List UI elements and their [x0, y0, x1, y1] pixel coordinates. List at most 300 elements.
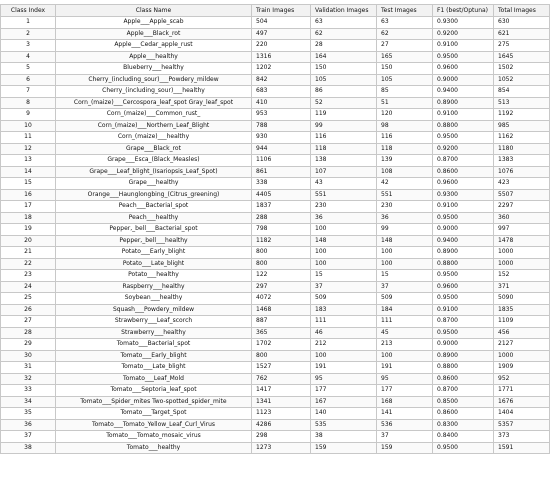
cell-validation-images: 138 [311, 155, 377, 167]
cell-test-images: 98 [377, 120, 433, 132]
cell-f1-score: 0.8300 [433, 419, 494, 431]
cell-test-images: 165 [377, 51, 433, 63]
cell-class-name: Pepper,_bell___Bacterial_spot [56, 224, 252, 236]
cell-train-images: 930 [252, 132, 311, 144]
table-row [1, 40, 550, 52]
table-row [1, 178, 550, 190]
cell-class-index: 8 [1, 97, 56, 109]
table-row [1, 212, 550, 224]
cell-validation-images: 230 [311, 201, 377, 213]
cell-test-images: 116 [377, 132, 433, 144]
cell-class-index: 22 [1, 258, 56, 270]
cell-validation-images: 100 [311, 224, 377, 236]
cell-class-name: Corn_(maize)___Common_rust_ [56, 109, 252, 121]
cell-f1-score: 0.8600 [433, 166, 494, 178]
cell-class-name: Tomato___healthy [56, 442, 252, 454]
table-row [1, 143, 550, 155]
cell-total-images: 1383 [494, 155, 550, 167]
cell-class-name: Blueberry___healthy [56, 63, 252, 75]
table-row [1, 166, 550, 178]
cell-f1-score: 0.9500 [433, 51, 494, 63]
cell-validation-images: 148 [311, 235, 377, 247]
cell-f1-score: 0.8600 [433, 373, 494, 385]
cell-test-images: 184 [377, 304, 433, 316]
cell-test-images: 213 [377, 339, 433, 351]
cell-f1-score: 0.8600 [433, 408, 494, 420]
cell-class-name: Strawberry___Leaf_scorch [56, 316, 252, 328]
cell-total-images: 1052 [494, 74, 550, 86]
cell-f1-score: 0.9600 [433, 178, 494, 190]
cell-train-images: 1468 [252, 304, 311, 316]
table-row [1, 442, 550, 454]
table-row [1, 235, 550, 247]
cell-validation-images: 159 [311, 442, 377, 454]
cell-total-images: 997 [494, 224, 550, 236]
cell-class-name: Tomato___Tomato_mosaic_virus [56, 431, 252, 443]
cell-f1-score: 0.8400 [433, 431, 494, 443]
cell-train-images: 1273 [252, 442, 311, 454]
cell-total-images: 1404 [494, 408, 550, 420]
column-header-class-index: Class Index [1, 5, 56, 17]
cell-class-index: 1 [1, 17, 56, 29]
cell-class-name: Pepper,_bell___healthy [56, 235, 252, 247]
cell-class-name: Tomato___Target_Spot [56, 408, 252, 420]
table-row [1, 316, 550, 328]
cell-validation-images: 95 [311, 373, 377, 385]
cell-total-images: 1676 [494, 396, 550, 408]
cell-class-name: Raspberry___healthy [56, 281, 252, 293]
table-row [1, 74, 550, 86]
cell-test-images: 509 [377, 293, 433, 305]
cell-class-name: Corn_(maize)___Northern_Leaf_Blight [56, 120, 252, 132]
cell-total-images: 5357 [494, 419, 550, 431]
cell-validation-images: 36 [311, 212, 377, 224]
cell-f1-score: 0.9500 [433, 132, 494, 144]
cell-test-images: 42 [377, 178, 433, 190]
cell-f1-score: 0.9500 [433, 212, 494, 224]
cell-class-name: Grape___Esca_(Black_Measles) [56, 155, 252, 167]
cell-f1-score: 0.8900 [433, 97, 494, 109]
cell-total-images: 456 [494, 327, 550, 339]
cell-class-name: Orange___Haunglongbing_(Citrus_greening) [56, 189, 252, 201]
cell-class-index: 30 [1, 350, 56, 362]
cell-f1-score: 0.9300 [433, 17, 494, 29]
cell-train-images: 800 [252, 247, 311, 259]
cell-class-index: 38 [1, 442, 56, 454]
cell-train-images: 297 [252, 281, 311, 293]
cell-class-index: 12 [1, 143, 56, 155]
cell-train-images: 220 [252, 40, 311, 52]
cell-total-images: 2297 [494, 201, 550, 213]
cell-class-index: 23 [1, 270, 56, 282]
cell-test-images: 159 [377, 442, 433, 454]
table-row [1, 327, 550, 339]
cell-class-name: Tomato___Tomato_Yellow_Leaf_Curl_Virus [56, 419, 252, 431]
table-row [1, 419, 550, 431]
cell-f1-score: 0.8500 [433, 396, 494, 408]
table-row [1, 385, 550, 397]
cell-train-images: 788 [252, 120, 311, 132]
cell-train-images: 1123 [252, 408, 311, 420]
cell-test-images: 100 [377, 258, 433, 270]
cell-train-images: 365 [252, 327, 311, 339]
cell-total-images: 1109 [494, 316, 550, 328]
table-row [1, 86, 550, 98]
cell-f1-score: 0.9600 [433, 281, 494, 293]
cell-validation-images: 100 [311, 258, 377, 270]
cell-validation-images: 212 [311, 339, 377, 351]
cell-f1-score: 0.9000 [433, 224, 494, 236]
cell-validation-images: 509 [311, 293, 377, 305]
cell-train-images: 1702 [252, 339, 311, 351]
cell-class-index: 34 [1, 396, 56, 408]
table-row [1, 63, 550, 75]
table-row [1, 293, 550, 305]
cell-total-images: 5090 [494, 293, 550, 305]
cell-total-images: 423 [494, 178, 550, 190]
cell-class-index: 33 [1, 385, 56, 397]
cell-train-images: 504 [252, 17, 311, 29]
cell-class-name: Corn_(maize)___Cercospora_leaf_spot Gray_leaf_spot [56, 97, 252, 109]
cell-test-images: 141 [377, 408, 433, 420]
cell-test-images: 36 [377, 212, 433, 224]
cell-f1-score: 0.8800 [433, 362, 494, 374]
cell-f1-score: 0.8900 [433, 350, 494, 362]
cell-class-name: Potato___healthy [56, 270, 252, 282]
cell-total-images: 854 [494, 86, 550, 98]
cell-class-name: Tomato___Spider_mites Two-spotted_spider_mite [56, 396, 252, 408]
cell-class-index: 25 [1, 293, 56, 305]
cell-train-images: 4286 [252, 419, 311, 431]
cell-test-images: 63 [377, 17, 433, 29]
cell-class-index: 9 [1, 109, 56, 121]
column-header-f1: F1 (best/Optuna) [433, 5, 494, 17]
cell-test-images: 120 [377, 109, 433, 121]
cell-total-images: 630 [494, 17, 550, 29]
column-header-class-name: Class Name [56, 5, 252, 17]
cell-total-images: 152 [494, 270, 550, 282]
table-row [1, 97, 550, 109]
cell-f1-score: 0.9100 [433, 201, 494, 213]
cell-test-images: 111 [377, 316, 433, 328]
cell-test-images: 37 [377, 431, 433, 443]
cell-f1-score: 0.9400 [433, 235, 494, 247]
cell-total-images: 1835 [494, 304, 550, 316]
cell-validation-images: 28 [311, 40, 377, 52]
cell-class-index: 26 [1, 304, 56, 316]
cell-validation-images: 140 [311, 408, 377, 420]
cell-total-images: 1591 [494, 442, 550, 454]
table-row [1, 28, 550, 40]
cell-total-images: 1478 [494, 235, 550, 247]
cell-class-name: Tomato___Bacterial_spot [56, 339, 252, 351]
cell-f1-score: 0.9100 [433, 40, 494, 52]
cell-total-images: 952 [494, 373, 550, 385]
table-row [1, 408, 550, 420]
cell-test-images: 177 [377, 385, 433, 397]
cell-test-images: 15 [377, 270, 433, 282]
cell-f1-score: 0.8800 [433, 120, 494, 132]
cell-f1-score: 0.9500 [433, 442, 494, 454]
table-row [1, 155, 550, 167]
table-row [1, 431, 550, 443]
cell-validation-images: 52 [311, 97, 377, 109]
cell-class-name: Potato___Late_blight [56, 258, 252, 270]
cell-f1-score: 0.9500 [433, 327, 494, 339]
cell-f1-score: 0.9100 [433, 304, 494, 316]
cell-test-images: 37 [377, 281, 433, 293]
table-row [1, 373, 550, 385]
cell-train-images: 410 [252, 97, 311, 109]
cell-total-images: 1076 [494, 166, 550, 178]
cell-class-index: 3 [1, 40, 56, 52]
cell-class-name: Potato___Early_blight [56, 247, 252, 259]
cell-validation-images: 100 [311, 350, 377, 362]
table-row [1, 17, 550, 29]
cell-class-index: 29 [1, 339, 56, 351]
cell-class-name: Grape___Black_rot [56, 143, 252, 155]
cell-train-images: 800 [252, 258, 311, 270]
table-row [1, 362, 550, 374]
cell-train-images: 953 [252, 109, 311, 121]
cell-test-images: 139 [377, 155, 433, 167]
cell-test-images: 150 [377, 63, 433, 75]
cell-class-name: Apple___Apple_scab [56, 17, 252, 29]
cell-class-index: 35 [1, 408, 56, 420]
cell-class-name: Corn_(maize)___healthy [56, 132, 252, 144]
cell-test-images: 95 [377, 373, 433, 385]
cell-train-images: 762 [252, 373, 311, 385]
cell-f1-score: 0.9400 [433, 86, 494, 98]
cell-class-index: 20 [1, 235, 56, 247]
cell-total-images: 1180 [494, 143, 550, 155]
cell-f1-score: 0.9100 [433, 109, 494, 121]
cell-test-images: 27 [377, 40, 433, 52]
cell-train-images: 122 [252, 270, 311, 282]
cell-class-name: Cherry_(including_sour)___Powdery_mildew [56, 74, 252, 86]
cell-class-name: Cherry_(including_sour)___healthy [56, 86, 252, 98]
cell-train-images: 842 [252, 74, 311, 86]
cell-train-images: 1417 [252, 385, 311, 397]
cell-class-index: 7 [1, 86, 56, 98]
cell-validation-images: 100 [311, 247, 377, 259]
cell-test-images: 85 [377, 86, 433, 98]
cell-total-images: 5507 [494, 189, 550, 201]
cell-class-name: Tomato___Septoria_leaf_spot [56, 385, 252, 397]
cell-f1-score: 0.9200 [433, 28, 494, 40]
cell-validation-images: 37 [311, 281, 377, 293]
cell-total-images: 1000 [494, 350, 550, 362]
dataset-summary-table [0, 4, 550, 454]
cell-class-index: 15 [1, 178, 56, 190]
cell-class-index: 27 [1, 316, 56, 328]
cell-f1-score: 0.9600 [433, 63, 494, 75]
cell-train-images: 1182 [252, 235, 311, 247]
cell-train-images: 1837 [252, 201, 311, 213]
cell-class-index: 17 [1, 201, 56, 213]
column-header-total-images: Total Images [494, 5, 550, 17]
cell-f1-score: 0.9000 [433, 339, 494, 351]
table-row [1, 120, 550, 132]
cell-train-images: 798 [252, 224, 311, 236]
cell-validation-images: 116 [311, 132, 377, 144]
cell-class-index: 2 [1, 28, 56, 40]
cell-f1-score: 0.8700 [433, 316, 494, 328]
cell-train-images: 1106 [252, 155, 311, 167]
table-row [1, 270, 550, 282]
cell-train-images: 1341 [252, 396, 311, 408]
cell-train-images: 4405 [252, 189, 311, 201]
cell-validation-images: 183 [311, 304, 377, 316]
cell-train-images: 338 [252, 178, 311, 190]
cell-test-images: 100 [377, 350, 433, 362]
cell-test-images: 168 [377, 396, 433, 408]
cell-f1-score: 0.9200 [433, 143, 494, 155]
cell-f1-score: 0.8800 [433, 258, 494, 270]
cell-class-name: Soybean___healthy [56, 293, 252, 305]
cell-total-images: 1192 [494, 109, 550, 121]
cell-train-images: 1527 [252, 362, 311, 374]
cell-total-images: 373 [494, 431, 550, 443]
table-row [1, 189, 550, 201]
cell-validation-images: 105 [311, 74, 377, 86]
cell-validation-images: 164 [311, 51, 377, 63]
cell-class-index: 37 [1, 431, 56, 443]
cell-class-name: Apple___Cedar_apple_rust [56, 40, 252, 52]
cell-validation-images: 15 [311, 270, 377, 282]
cell-validation-images: 150 [311, 63, 377, 75]
cell-f1-score: 0.9000 [433, 74, 494, 86]
cell-train-images: 298 [252, 431, 311, 443]
cell-total-images: 1909 [494, 362, 550, 374]
cell-validation-images: 191 [311, 362, 377, 374]
table-row [1, 281, 550, 293]
cell-validation-images: 43 [311, 178, 377, 190]
cell-class-name: Peach___healthy [56, 212, 252, 224]
cell-test-images: 191 [377, 362, 433, 374]
cell-test-images: 148 [377, 235, 433, 247]
cell-f1-score: 0.8900 [433, 247, 494, 259]
cell-f1-score: 0.9300 [433, 189, 494, 201]
cell-f1-score: 0.8700 [433, 385, 494, 397]
cell-class-index: 4 [1, 51, 56, 63]
table-row [1, 304, 550, 316]
cell-test-images: 551 [377, 189, 433, 201]
cell-total-images: 371 [494, 281, 550, 293]
cell-class-index: 24 [1, 281, 56, 293]
cell-class-index: 19 [1, 224, 56, 236]
cell-f1-score: 0.9500 [433, 270, 494, 282]
column-header-test-images: Test Images [377, 5, 433, 17]
cell-total-images: 1162 [494, 132, 550, 144]
cell-test-images: 230 [377, 201, 433, 213]
cell-train-images: 800 [252, 350, 311, 362]
cell-class-index: 31 [1, 362, 56, 374]
cell-test-images: 99 [377, 224, 433, 236]
table-row [1, 224, 550, 236]
cell-validation-images: 167 [311, 396, 377, 408]
table-body [1, 17, 550, 454]
cell-validation-images: 99 [311, 120, 377, 132]
cell-train-images: 861 [252, 166, 311, 178]
data-table-container [0, 4, 550, 454]
cell-validation-images: 107 [311, 166, 377, 178]
cell-train-images: 4072 [252, 293, 311, 305]
table-row [1, 201, 550, 213]
cell-class-index: 16 [1, 189, 56, 201]
cell-train-images: 288 [252, 212, 311, 224]
cell-validation-images: 38 [311, 431, 377, 443]
cell-test-images: 108 [377, 166, 433, 178]
cell-class-index: 21 [1, 247, 56, 259]
cell-class-name: Apple___Black_rot [56, 28, 252, 40]
cell-validation-images: 62 [311, 28, 377, 40]
cell-train-images: 683 [252, 86, 311, 98]
cell-total-images: 513 [494, 97, 550, 109]
cell-validation-images: 535 [311, 419, 377, 431]
column-header-train-images: Train Images [252, 5, 311, 17]
cell-class-index: 36 [1, 419, 56, 431]
cell-validation-images: 119 [311, 109, 377, 121]
cell-test-images: 105 [377, 74, 433, 86]
table-row [1, 247, 550, 259]
cell-class-name: Grape___healthy [56, 178, 252, 190]
cell-validation-images: 111 [311, 316, 377, 328]
cell-total-images: 1000 [494, 247, 550, 259]
cell-train-images: 1202 [252, 63, 311, 75]
cell-validation-images: 63 [311, 17, 377, 29]
cell-validation-images: 46 [311, 327, 377, 339]
cell-train-images: 497 [252, 28, 311, 40]
cell-test-images: 536 [377, 419, 433, 431]
cell-test-images: 51 [377, 97, 433, 109]
cell-class-name: Tomato___Leaf_Mold [56, 373, 252, 385]
table-row [1, 258, 550, 270]
cell-test-images: 62 [377, 28, 433, 40]
cell-class-index: 11 [1, 132, 56, 144]
cell-class-name: Peach___Bacterial_spot [56, 201, 252, 213]
cell-validation-images: 118 [311, 143, 377, 155]
cell-validation-images: 177 [311, 385, 377, 397]
cell-total-images: 621 [494, 28, 550, 40]
cell-class-name: Tomato___Early_blight [56, 350, 252, 362]
cell-total-images: 275 [494, 40, 550, 52]
cell-train-images: 1316 [252, 51, 311, 63]
cell-f1-score: 0.8700 [433, 155, 494, 167]
cell-total-images: 360 [494, 212, 550, 224]
cell-total-images: 985 [494, 120, 550, 132]
cell-class-index: 28 [1, 327, 56, 339]
cell-f1-score: 0.9500 [433, 293, 494, 305]
cell-validation-images: 551 [311, 189, 377, 201]
cell-total-images: 1000 [494, 258, 550, 270]
table-header-row [1, 5, 550, 17]
cell-test-images: 100 [377, 247, 433, 259]
cell-train-images: 887 [252, 316, 311, 328]
cell-test-images: 118 [377, 143, 433, 155]
cell-total-images: 1502 [494, 63, 550, 75]
cell-class-index: 13 [1, 155, 56, 167]
cell-class-name: Squash___Powdery_mildew [56, 304, 252, 316]
cell-class-index: 5 [1, 63, 56, 75]
cell-class-name: Strawberry___healthy [56, 327, 252, 339]
cell-class-index: 14 [1, 166, 56, 178]
cell-class-index: 10 [1, 120, 56, 132]
table-row [1, 132, 550, 144]
cell-class-index: 18 [1, 212, 56, 224]
table-row [1, 396, 550, 408]
table-row [1, 109, 550, 121]
